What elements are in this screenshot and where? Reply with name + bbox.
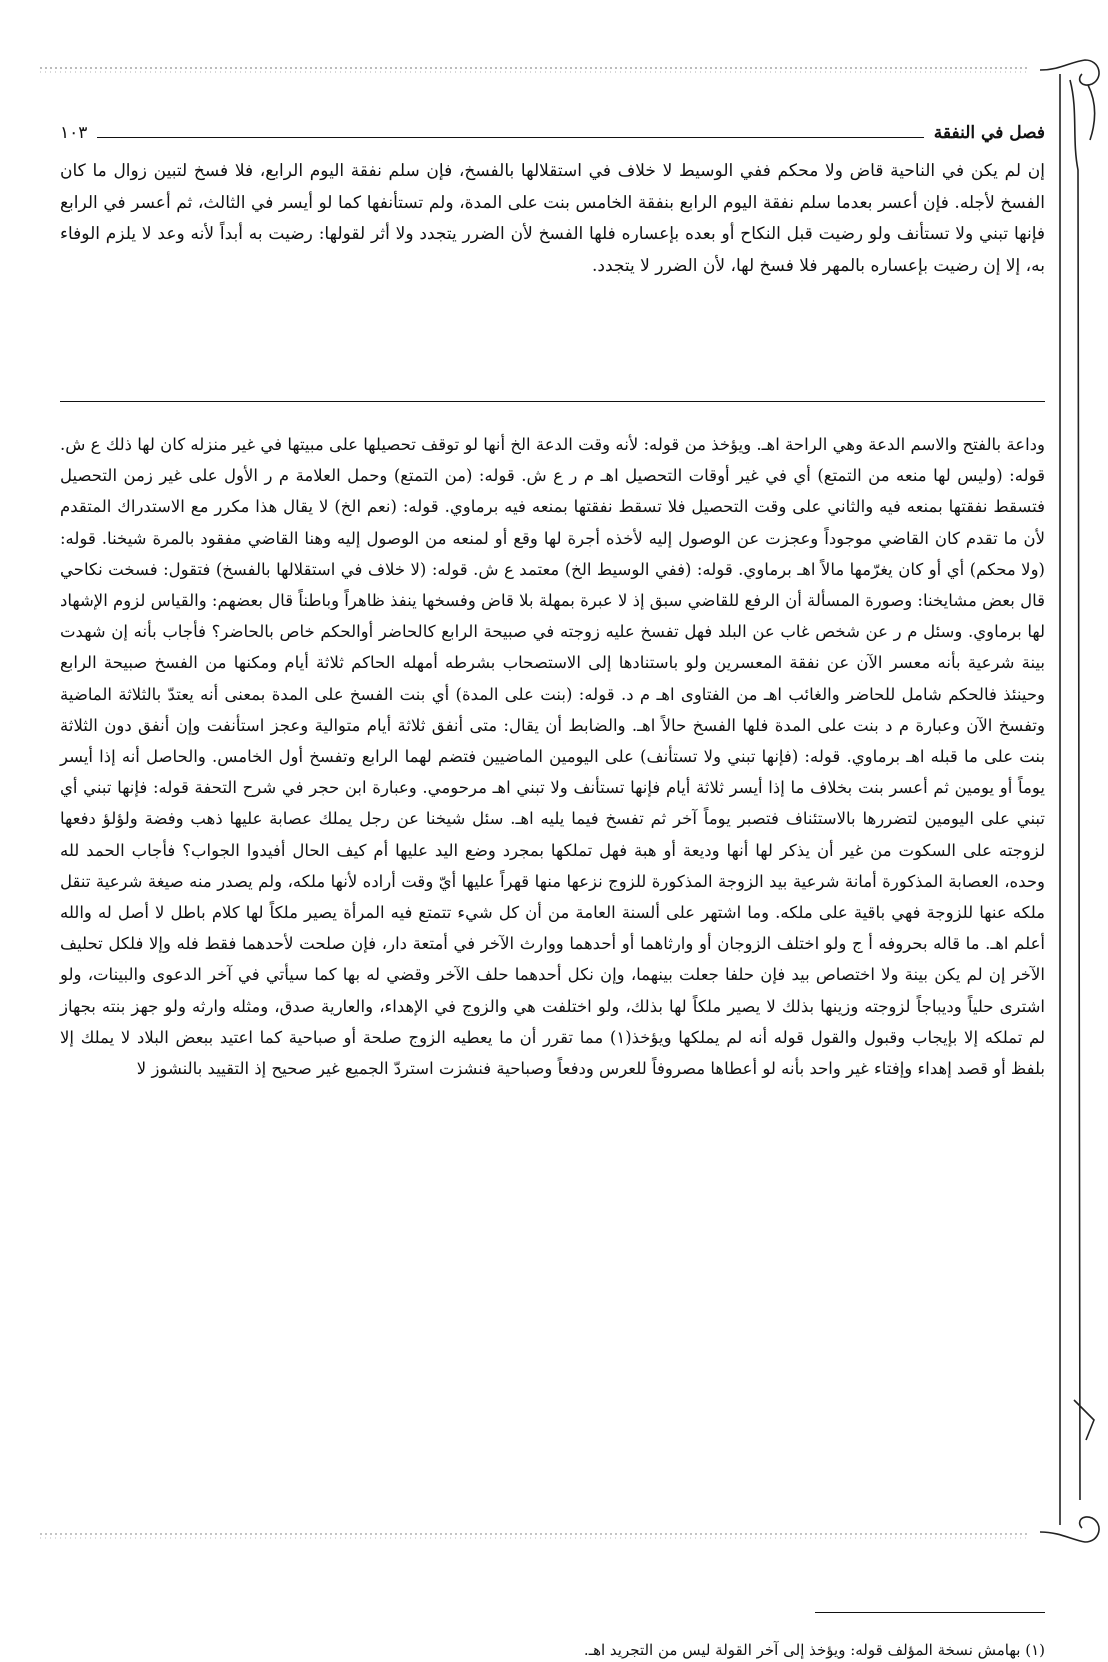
main-text-block <box>60 156 1045 282</box>
commentary-paragraph: وداعة بالفتح والاسم الدعة وهي الراحة اهـ. ويؤخذ من قوله: لأنه وقت الدعة الخ أنها لو توقف تحصيلها على مبيتها في غير منزله كان لها ذلك ع ش. قوله: (وليس لها منعه من التمتع) أي في غير أوقات التحصيل اهـ م ر ع ش. قوله: (من التمتع) وحمل العلامة م ر الأول على غير زمن التحصيل فتسقط نفقتها بمنعه فيه والثاني على وقت التحصيل فلا تسقط نفقتها بمنعه فيه برماوي. قوله: (نعم الخ) لا يقال هذا مكرر مع الاستدراك المتقدم لأن ما تقدم كان القاضي موجوداً وعجزت عن الوصول إليه لأخذه أجرة لها وقع أو لمنعه من الوصول إليه وهنا القاضي مفقود بالمرة شيخنا. قوله: (ولا محكم) أي أو كان يغرّمها مالاً اهـ برماوي. قوله: (ففي الوسيط الخ) معتمد ع ش. قوله: (لا خلاف في استقلالها بالفسخ) فتقول: فسخت نكاحي قال بعض مشايخنا: وصورة المسألة أن الرفع للقاضي سبق إذ لا عبرة بمهلة بلا قاض وفسخها ينفذ ظاهراً وباطناً قال بعضهم: والقياس لزوم الإشهاد لها برماوي. وسئل م ر عن شخص غاب عن البلد فهل تفسخ عليه زوجته في صبيحة الرابع كالحاضر أوالحكم خاص بالحاضر؟ فأجاب بأنه إن شهدت بينة شرعية بأنه معسر الآن عن نفقة المعسرين ولو باستنادها إلى الاستصحاب بشرطه أمهله الحاكم ثلاثة أيام ومكنها من الفسخ صبيحة الرابع وحينئذ فالحكم شامل للحاضر والغائب اهـ من الفتاوى اهـ م د. قوله: (بنت على المدة) أي بنت الفسخ على المدة بمعنى أنه يعتدّ بالثلاثة الماضية وتفسخ الآن وعبارة م د بنت على المدة فلها الفسخ حالاً اهـ. والضابط أن يقال: متى أنفق ثلاثة أيام متوالية وعجز استأنفت وإن أنفق دون الثلاثة بنت على ما قبله اهـ برماوي. قوله: (فإنها تبني ولا تستأنف) على اليومين الماضيين فتضم لهما الرابع وتفسخ أول الخامس. والحاصل أنه إذا أيسر يوماً أو يومين ثم أعسر بنت بخلاف ما إذا أيسر ثلاثة أيام فإنها تستأنف ولا تبني اهـ مرحومي. وعبارة ابن حجر في شرح التحفة قوله: فإنها تبني أي تبني على اليومين لتضررها بالاستئناف فتصبر يوماً آخر ثم تفسخ فيما يليه اهـ. سئل شيخنا عن رجل يملك عصابة عليها ذهب وفضة ولؤلؤ دفعها لزوجته على السكوت من غير أن يذكر لها أنها وديعة أو هبة فهل تملكها بمجرد وضع اليد عليها أم كيف الحال أفيدوا الجواب؟ فأجاب الحمد لله وحده، العصابة المذكورة أمانة شرعية بيد الزوجة المذكورة للزوج نزعها منها قهراً عليها أيّ وقت أراده لأنها ملكه، ولم يصدر منه صيغة شرعية تنقل ملكه عنها للزوجة فهي باقية على ملكه. وما اشتهر على ألسنة العامة من أن كل شيء تتمتع فيه المرأة يصير ملكاً لها كلام باطل لا أصل له والله أعلم اهـ. ما قاله بحروفه أ ج ولو اختلف الزوجان أو وارثاهما أو أحدهما ووارث الآخر في أمتعة دار، فإن صلحت لأحدهما فقط فله وإلا فلكل تحليف الآخر إن لم يكن بينة ولا اختصاص بيد فإن حلفا جعلت بينهما، وإن نكل أحدهما حلف الآخر وقضي له بها كما سيأتي في آخر الدعوى والبينات، ولو اشترى حلياً وديباجاً لزوجته وزينها بذلك لا يصير ملكاً لها بذلك، ولو اختلفت هي والزوج في الإهداء، والعارية صدق، ومثله وارثه ولو جهز بنته بجهاز لم تملكه إلا بإيجاب وقبول والقول قوله أنه لم يملكها ويؤخذ(١) مما تقرر أن ما يعطيه الزوج صلحة أو صباحية كما اعتيد ببعض البلاد لا يملك إلا بلفظ أو قصد إهداء وإفتاء غير واحد بأنه لو أعطاها مصروفاً للعرس ودفعاً وصباحية فنشزت استردّ الجميع غير صحيح إذ التقييد بالنشوز لا <box>60 435 1045 1079</box>
header-rule <box>97 137 923 138</box>
chapter-title: فصل في النفقة <box>933 123 1045 143</box>
footnote-rule <box>815 1612 1045 1613</box>
commentary-block <box>60 429 1045 1084</box>
main-text-paragraph: إن لم يكن في الناحية قاض ولا محكم ففي الوسيط لا خلاف في استقلالها بالفسخ، فإن سلم نفقة اليوم الرابع، فلا فسخ لتبين زوال ما كان الفسخ لأجله. فإن أعسر بعدما سلم نفقة اليوم الرابع بنفقة الخامس بنت على المدة، ولم تستأنفها كما لو أيسر في الثالث، ثم أعسر في الرابع فإنها تبني ولا تستأنف ولو رضيت قبل النكاح أو بعده بإعساره فلها الفسخ لأن الضرر يتجدد ولا أثر لقولها: رضيت به أبداً لأنه وعد لا يلزم الوفاء به، إلا إن رضيت بإعساره بالمهر فلا فسخ لها، لأن الضرر لا يتجدد. <box>60 161 1045 276</box>
section-separator <box>60 401 1045 402</box>
running-header <box>60 118 1045 148</box>
footnote: (١) بهامش نسخة المؤلف قوله: ويؤخذ إلى آخر القولة ليس من التجريد اهـ. <box>583 1641 1045 1659</box>
page-number: ١٠٣ <box>60 123 88 143</box>
